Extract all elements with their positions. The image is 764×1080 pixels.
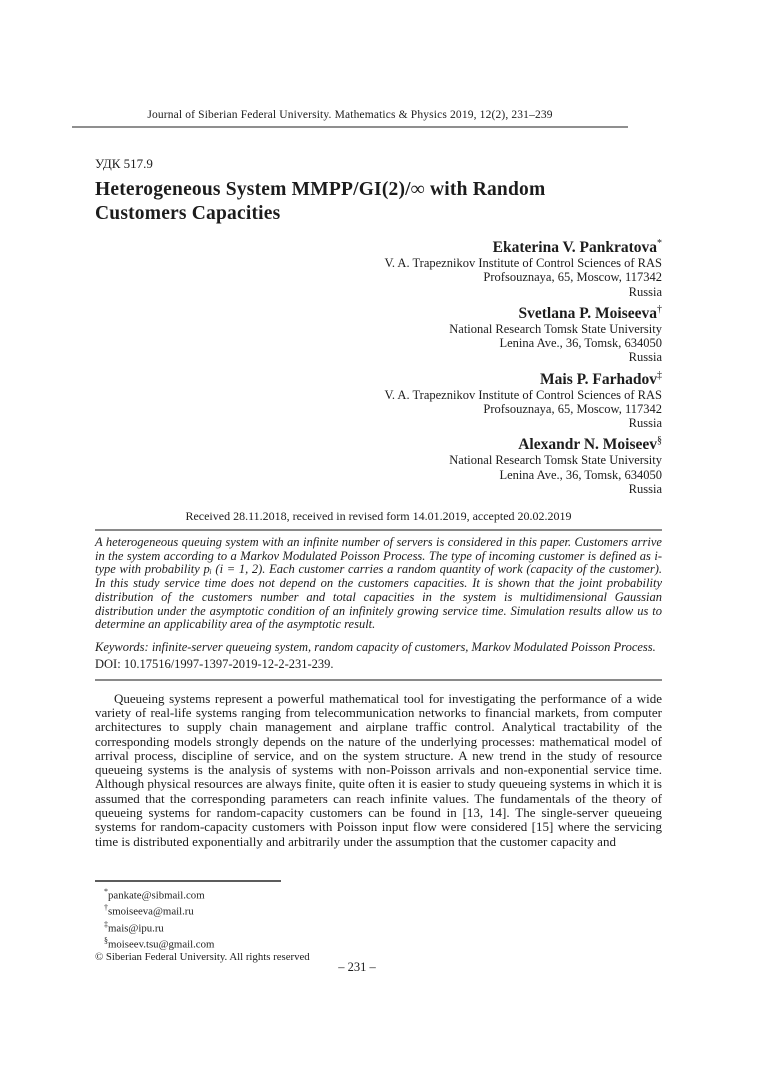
author-affiliation-line: V. A. Trapeznikov Institute of Control Sciences of RAS — [384, 256, 662, 271]
author-affiliation-line: Russia — [628, 284, 662, 299]
author-name: Mais P. Farhadov‡ — [540, 369, 662, 388]
body-paragraph: Queueing systems represent a powerful mathematical tool for investigating the performance of a wide variety of real-life systems ranging from telecommunication networks to financial markets, from computer architectures to supply chain management and airplane traffic control. Analytical tractability of the corresponding models strongly depends on the nature of the underlying processes: mathematical model of arrival process, discipline of service, and on the system structure. A new trend in the study of resource queueing systems is the analysis of systems with non-Poisson arrivals and non-exponential service time. Although physical resources are always finite, quite often it is easier to study queueing systems in which it is assumed that the corresponding parameters can reach infinite values. The fundamentals of the theory of queueing systems for random-capacity customers can be found in [13, 14]. The single-server queueing systems for random-capacity customers with Poisson input flow were considered [15] where the servicing time is distributed exponentially and arbitrarily under the assumption that the customer capacity and — [95, 690, 662, 849]
author-name: Alexandr N. Moiseev§ — [518, 435, 662, 454]
page-number: – 231 – — [338, 960, 376, 974]
author-affiliation-line: Russia — [628, 416, 662, 431]
footnotes-section — [95, 880, 662, 964]
footnote-item — [104, 935, 662, 951]
doi-label: DOI: — [95, 656, 121, 671]
author-block — [95, 236, 662, 299]
footnote-item — [104, 886, 662, 902]
header-rule — [72, 126, 628, 128]
author-affiliation-line: Profsouznaya, 65, Moscow, 117342 — [483, 401, 662, 416]
footnote-marker: * — [657, 238, 662, 249]
abstract-bottom-rule — [95, 679, 662, 681]
doi-line — [95, 657, 662, 671]
footnote-rule — [95, 880, 281, 882]
footnote-email: mais@ipu.ru — [108, 922, 164, 935]
footnote-marker: † — [104, 903, 108, 913]
author-block — [95, 368, 662, 431]
footnote-marker: § — [657, 435, 662, 447]
author-affiliation-line: National Research Tomsk State University — [449, 321, 662, 336]
footnote-email: smoiseeva@mail.ru — [108, 905, 194, 918]
doi-value: 10.17516/1997-1397-2019-12-2-231-239. — [123, 656, 334, 671]
footnote-email: moiseev.tsu@gmail.com — [108, 938, 215, 951]
paper-title-line2: Customers Capacities — [95, 202, 281, 224]
abstract-text: A heterogeneous queuing system with an infinite number of servers is considered in this paper. Customers arrive in the system according to a Markov Modulated Poisson Process. The type of incoming customer is defined as i-type with probability pᵢ (i = 1, 2). Each customer carries a random quantity of work (capacity of the customer). In this study service time does not depend on the customers capacities. It is shown that the joint probability distribution of the customers number and total capacities in the system is multidimensional Gaussian distribution under the asymptotic condition of an infinitely growing service time. Simulation results allow us to determine an applicability area of the asymptotic result. — [95, 535, 662, 632]
running-header — [72, 108, 628, 128]
author-affiliation-line: V. A. Trapeznikov Institute of Control Sciences of RAS — [384, 387, 662, 402]
footnote-marker: * — [104, 887, 108, 896]
authors-section — [95, 236, 662, 496]
keywords-line — [95, 641, 662, 655]
footnote-marker: † — [657, 303, 662, 315]
keywords-label: Keywords: — [95, 639, 149, 654]
copyright-line: © Siberian Federal University. All rights reserved — [95, 951, 310, 964]
author-affiliation-line: Lenina Ave., 36, Tomsk, 634050 — [499, 467, 662, 482]
received-dates: Received 28.11.2018, received in revised form 14.01.2019, accepted 20.02.2019 — [185, 509, 572, 524]
paper-title — [95, 178, 662, 225]
author-block — [95, 302, 662, 365]
keywords-text: infinite-server queueing system, random capacity of customers, Markov Modulated Poisson Process. — [151, 639, 656, 654]
author-name: Svetlana P. Moiseeva† — [518, 303, 662, 322]
journal-header-line: Journal of Siberian Federal University. Mathematics & Physics 2019, 12(2), 231–239 — [147, 109, 553, 121]
author-affiliation-line: Lenina Ave., 36, Tomsk, 634050 — [499, 336, 662, 351]
author-name: Ekaterina V. Pankratova* — [492, 238, 662, 257]
author-affiliation-line: Russia — [628, 481, 662, 496]
footnote-marker: ‡ — [104, 919, 108, 929]
footnote-email: pankate@sibmail.com — [108, 889, 205, 902]
footnote-marker: § — [104, 935, 108, 945]
footnote-item — [104, 919, 662, 935]
abstract-top-rule — [95, 529, 662, 531]
paper-title-line1: Heterogeneous System MMPP/GI(2)/∞ with Random — [95, 179, 546, 200]
author-affiliation-line: Profsouznaya, 65, Moscow, 117342 — [483, 270, 662, 285]
author-affiliation-line: National Research Tomsk State University — [449, 453, 662, 468]
main-column — [95, 156, 662, 849]
author-affiliation-line: Russia — [628, 350, 662, 365]
udk-classifier: УДК 517.9 — [95, 156, 153, 171]
footnote-marker: ‡ — [657, 369, 662, 381]
footnote-item — [104, 902, 662, 918]
author-block — [95, 433, 662, 496]
